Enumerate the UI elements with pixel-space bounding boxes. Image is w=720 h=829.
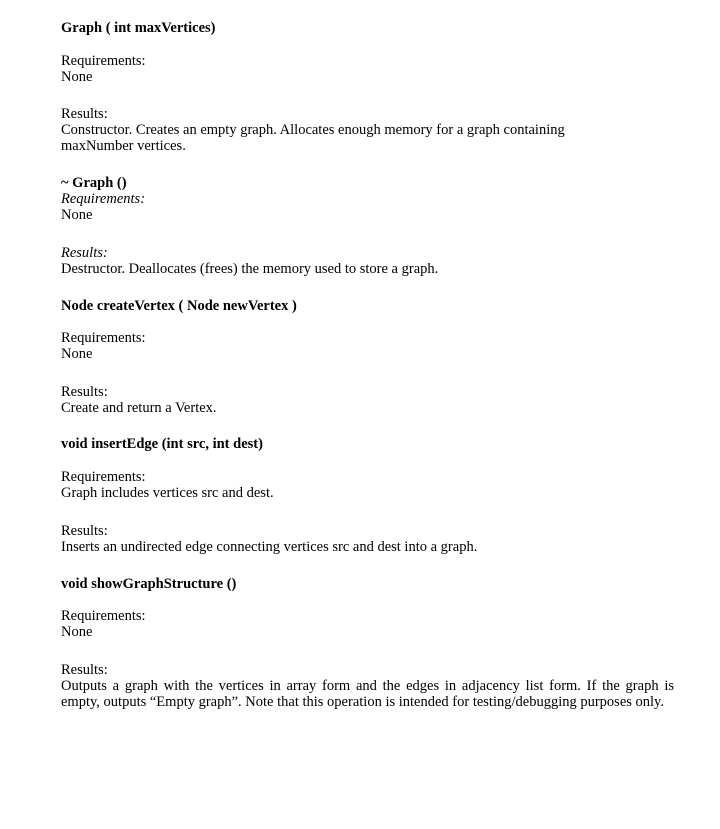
create-vertex-requirements-label: Requirements: — [61, 330, 146, 346]
destructor-requirements-label: Requirements: — [61, 191, 146, 207]
constructor-results-text-line1: Constructor. Creates an empty graph. Allocates enough memory for a graph containing — [61, 122, 565, 138]
destructor-results-text: Destructor. Deallocates (frees) the memory used to store a graph. — [61, 261, 439, 277]
destructor-results-label: Results: — [61, 245, 108, 261]
create-vertex-requirements-text: None — [61, 346, 93, 362]
constructor-heading: Graph ( int maxVertices) — [61, 20, 216, 36]
constructor-results-label: Results: — [61, 106, 108, 122]
destructor-requirements-text: None — [61, 207, 93, 223]
insert-edge-heading: void insertEdge (int src, int dest) — [61, 436, 263, 452]
insert-edge-requirements-text: Graph includes vertices src and dest. — [61, 485, 274, 501]
constructor-requirements-label: Requirements: — [61, 53, 146, 69]
constructor-results-text-line2: maxNumber vertices. — [61, 138, 186, 154]
show-graph-structure-requirements-label: Requirements: — [61, 608, 146, 624]
insert-edge-requirements-label: Requirements: — [61, 469, 146, 485]
insert-edge-results-text: Inserts an undirected edge connecting vertices src and dest into a graph. — [61, 539, 478, 555]
show-graph-structure-results-label: Results: — [61, 662, 108, 678]
show-graph-structure-results-text: Outputs a graph with the vertices in array form and the edges in adjacency list form. If the graph is empty, outputs “Empty graph”. Note that this operation is intended for testing/debugging purposes only. — [61, 678, 674, 710]
create-vertex-results-label: Results: — [61, 384, 108, 400]
constructor-requirements-text: None — [61, 69, 93, 85]
create-vertex-heading: Node createVertex ( Node newVertex ) — [61, 298, 297, 314]
insert-edge-results-label: Results: — [61, 523, 108, 539]
create-vertex-results-text: Create and return a Vertex. — [61, 400, 217, 416]
show-graph-structure-requirements-text: None — [61, 624, 93, 640]
destructor-heading: ~ Graph () — [61, 175, 127, 191]
show-graph-structure-heading: void showGraphStructure () — [61, 576, 237, 592]
